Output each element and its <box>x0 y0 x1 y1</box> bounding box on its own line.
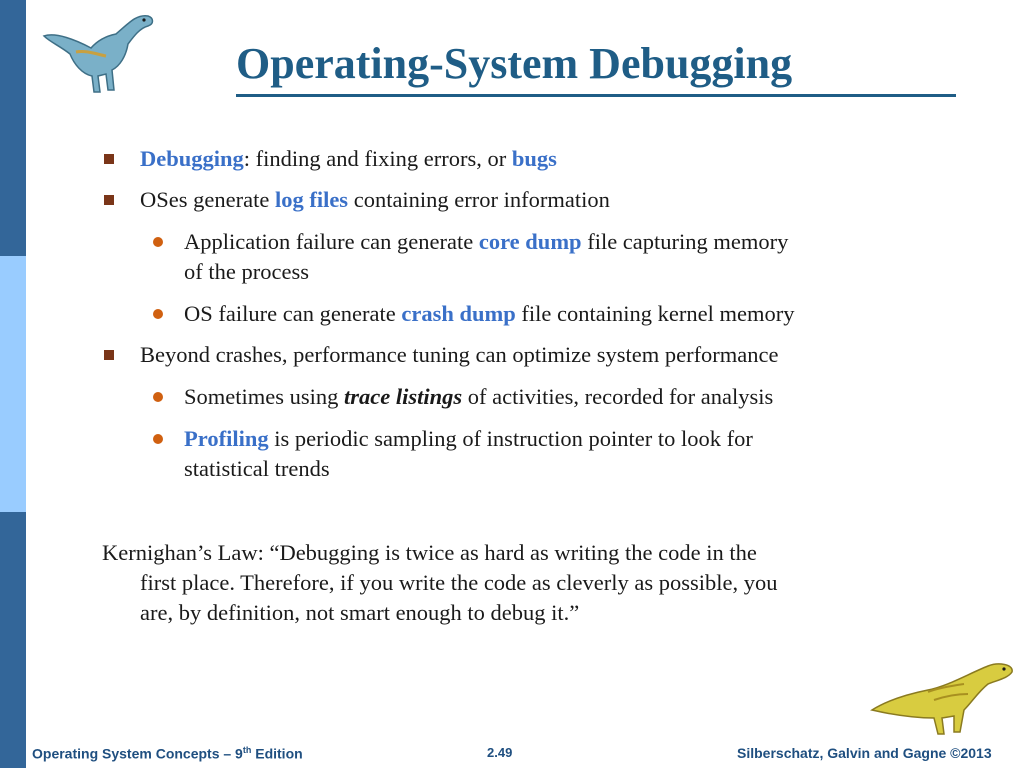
subbullet-profiling <box>184 424 753 484</box>
bullet-debugging <box>140 144 557 174</box>
bullet-text: OS failure can generate <box>184 301 402 326</box>
bullet-text: Sometimes using <box>184 384 345 409</box>
footer-book-text: Operating System Concepts – 9 <box>32 745 243 762</box>
footer-page-number: 2.49 <box>487 745 513 760</box>
dinosaur-icon <box>868 660 1018 740</box>
subbullet-crash-dump <box>184 299 794 329</box>
page-title: Operating-System Debugging <box>236 39 793 88</box>
term-bugs: bugs <box>511 146 557 171</box>
bullet-text: file capturing memory <box>581 229 789 254</box>
term-trace-listings: trace listings <box>344 384 463 409</box>
square-bullet-icon <box>104 154 114 164</box>
term-profiling: Profiling <box>184 426 269 451</box>
term-core-dump: core dump <box>478 229 582 254</box>
bullet-text: is periodic sampling of instruction pointer to look for <box>268 426 753 451</box>
bullet-text: statistical trends <box>184 456 330 481</box>
quote-line: Kernighan’s Law: “Debugging is twice as hard as writing the code in the <box>102 540 757 565</box>
footer-book-end: Edition <box>251 745 303 762</box>
bullet-log-files <box>140 185 610 215</box>
term-log-files: log files <box>274 187 349 212</box>
round-bullet-icon <box>153 309 163 319</box>
subbullet-core-dump <box>184 227 788 287</box>
round-bullet-icon <box>153 392 163 402</box>
footer-book-title <box>32 745 303 762</box>
term-crash-dump: crash dump <box>401 301 516 326</box>
kernighan-quote <box>102 538 777 628</box>
bullet-text: OSes generate <box>140 187 275 212</box>
square-bullet-icon <box>104 195 114 205</box>
bullet-text: : finding and fixing errors, or <box>243 146 512 171</box>
bullet-text: of activities, recorded for analysis <box>462 384 774 409</box>
bullet-text: containing error information <box>348 187 610 212</box>
round-bullet-icon <box>153 434 163 444</box>
bullet-text: of the process <box>184 259 309 284</box>
square-bullet-icon <box>104 350 114 360</box>
quote-line: first place. Therefore, if you write the code as cleverly as possible, you <box>140 570 778 595</box>
round-bullet-icon <box>153 237 163 247</box>
term-debugging: Debugging <box>140 146 244 171</box>
quote-line: are, by definition, not smart enough to debug it.” <box>140 600 580 625</box>
bullet-performance-tuning: Beyond crashes, performance tuning can optimize system performance <box>140 342 779 367</box>
subbullet-trace-listings <box>184 382 773 412</box>
bullet-text: file containing kernel memory <box>515 301 795 326</box>
footer-book-sup: th <box>242 745 252 755</box>
footer-authors: Silberschatz, Galvin and Gagne ©2013 <box>737 745 992 761</box>
bullet-text: Application failure can generate <box>184 229 479 254</box>
